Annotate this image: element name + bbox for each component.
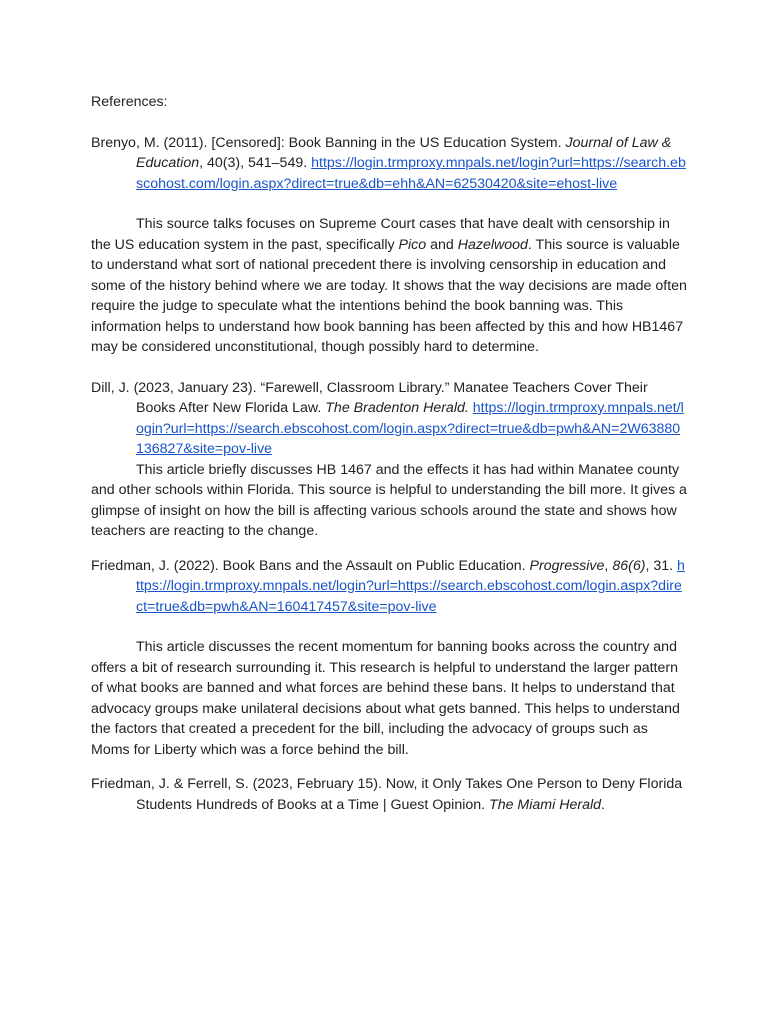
volume-issue: 86(6) [612, 557, 646, 574]
annotation-brenyo: This source talks focuses on Supreme Court cases that have dealt with censorship in the US education system in the past, specifically Pico and Hazelwood. This source is valuable to understand what sort of national precedent there is involving censorship in education and some of the history behind where we are today. It shows that the way decisions are made often require the judge to speculate what the intentions behind the book banning was. This information helps to understand how book banning has been affected by this and how HB1467 may be considered unconstitutional, though possibly hard to determine. [91, 216, 687, 355]
reference-entry-friedman: Friedman, J. (2022). Book Bans and the Assault on Public Education. Progressive, 86(6), 31. https://login.trmproxy.mnpals.net/login?url=https://search.ebscohost.com/login.aspx?direct=true&db=pwh&AN=160417457&site=pov-live [91, 557, 685, 615]
reference-link[interactable]: https://login.trmproxy.mnpals.net/login?url=https://search.ebscohost.com/login.aspx?direct=true&db=ehh&AN=62530420&site=ehost-live [136, 155, 686, 192]
references-heading: References: [91, 94, 168, 110]
annotation-friedman: This article discusses the recent momentum for banning books across the country and offers a bit of research surrounding it. This research is helpful to understand the larger pattern of what books are banned and what forces are behind these bans. It helps to understand that advocacy groups make unilateral decisions about what gets banned. This helps to understand the factors that created a precedent for the bill, including the advocacy of groups such as Moms for Liberty which was a force behind the bill. [91, 639, 680, 758]
annotation-dill: This article briefly discusses HB 1467 and the effects it has had within Manatee county and other schools within Florida. This source is helpful to understanding the bill more. It gives a glimpse of insight on how the bill is affecting various schools around the state and shows how teachers are reacting to the change. [91, 461, 687, 539]
journal-title: Progressive [529, 557, 605, 574]
journal-title: Journal of Law & Education [136, 134, 672, 171]
reference-link[interactable]: https://login.trmproxy.mnpals.net/login?url=https://search.ebscohost.com/login.aspx?direct=true&db=pwh&AN=160417457&site=pov-live [136, 557, 685, 615]
reference-link[interactable]: https://login.trmproxy.mnpals.net/login?url=https://search.ebscohost.com/login.aspx?direct=true&db=pwh&AN=2W63880136827&site=pov-live [136, 400, 684, 457]
journal-title: The Miami Herald [489, 796, 602, 813]
reference-entry-dill: Dill, J. (2023, January 23). “Farewell, Classroom Library.” Manatee Teachers Cover Their Books After New Florida Law. The Bradenton Herald. https://login.trmproxy.mnpals.net/login?url=https://search.ebscohost.com/login.aspx?direct=true&db=pwh&AN=2W63880136827&site=pov-live [91, 379, 684, 457]
reference-entry-friedman-ferrell: Friedman, J. & Ferrell, S. (2023, February 15). Now, it Only Takes One Person to Deny Florida Students Hundreds of Books at a Time | Guest Opinion. The Miami Herald. [91, 776, 683, 813]
reference-entry-brenyo: Brenyo, M. (2011). [Censored]: Book Banning in the US Education System. Journal of Law & Education, 40(3), 541–549. https://login.trmproxy.mnpals.net/login?url=https://search.ebscohost.com/login.aspx?direct=true&db=ehh&AN=62530420&site=ehost-live [91, 134, 686, 192]
journal-title: The Bradenton Herald. [325, 400, 469, 416]
